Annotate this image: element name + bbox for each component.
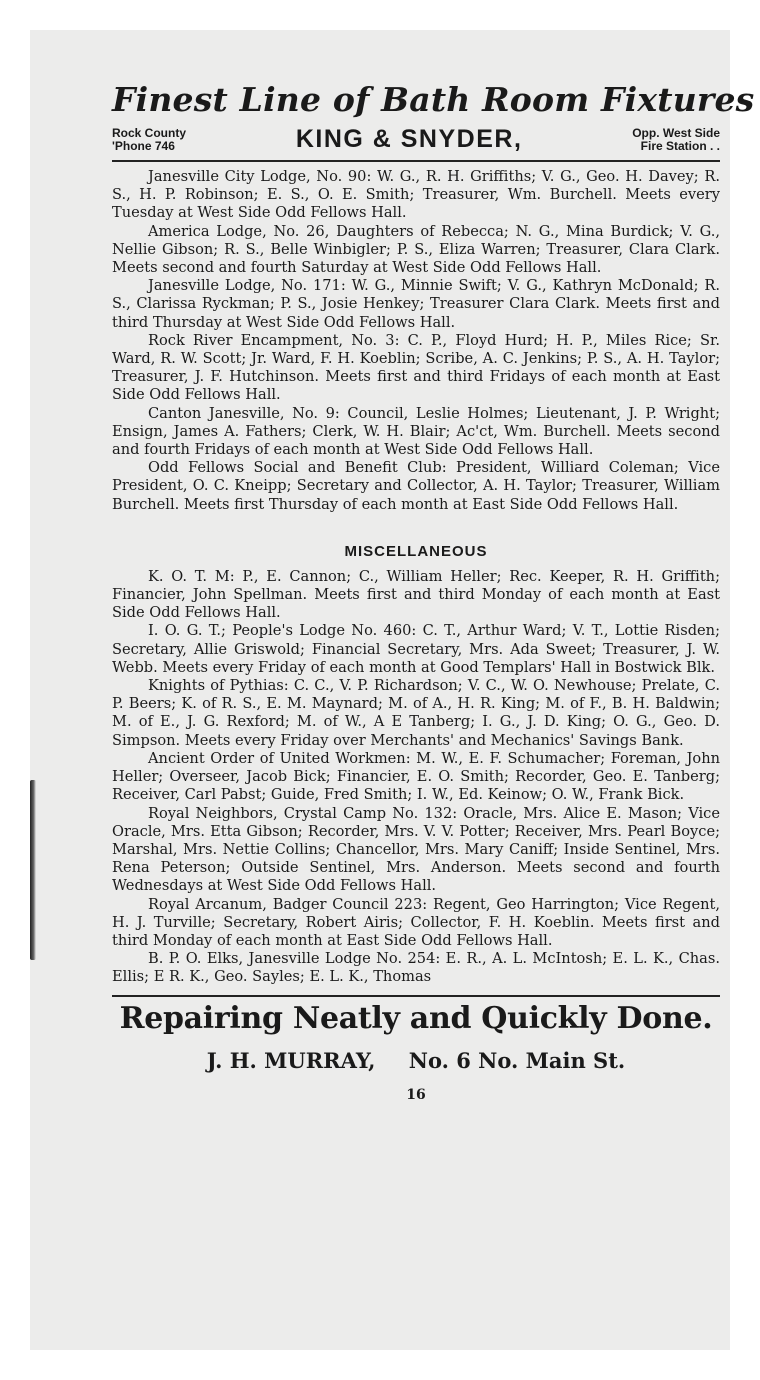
top-ad-phone-line2: 'Phone 746	[112, 138, 175, 153]
page-content	[112, 80, 755, 1103]
lodge-entry: Canton Janesville, No. 9: Council, Leslie Holmes; Lieutenant, J. P. Wright; Ensign, James A. Fathers; Clerk, W. H. Blair; Ac'ct, Wm. Burchell. Meets second and fourth Fridays of each month at West Side Odd Fellows Hall.	[112, 404, 720, 459]
lodge-entry: Janesville City Lodge, No. 90: W. G., R. H. Griffiths; V. G., Geo. H. Davey; R. S., H. P. Robinson; E. S., O. E. Smith; Treasurer, Wm. Burchell. Meets every Tuesday at West Side Odd Fellows Hall.	[112, 168, 720, 222]
top-ad-location-line1: Opp. West Side	[632, 125, 720, 140]
top-ad-phone-line1: Rock County	[112, 125, 187, 140]
top-ad-firm-name: KING & SNYDER,	[295, 125, 523, 153]
page-number: 16	[406, 1086, 426, 1103]
misc-entry: Royal Neighbors, Crystal Camp No. 132: Oracle, Mrs. Alice E. Mason; Vice Oracle, Mrs. Etta Gibson; Recorder, Mrs. V. V. Potter; Receiver, Mrs. Pearl Boyce; Marshal, Mrs. Nettie Collins; Chancellor, Mrs. Mary Caniff; Inside Sentinel, Mrs. Rena Peterson; Outside Sentinel, Mrs. Anderson. Meets second and fourth Wednesdays at West Side Odd Fellows Hall.	[112, 804, 720, 895]
bottom-ad-headline: Repairing Neatly and Quickly Done.	[119, 1000, 713, 1036]
top-ad-row	[112, 125, 720, 162]
top-ad-location	[632, 127, 720, 153]
top-advertisement	[112, 80, 755, 162]
lodge-entry: Odd Fellows Social and Benefit Club: President, Williard Coleman; Vice President, O. C. Kneipp; Secretary and Collector, A. H. Taylor; Treasurer, William Burchell. Meets first Thursday of each month at East Side Odd Fellows Hall.	[112, 459, 720, 513]
lodge-entry: Janesville Lodge, No. 171: W. G., Minnie Swift; V. G., Kathryn McDonald; R. S., Clarissa Ryckman; P. S., Josie Henkey; Treasurer Clara Clark. Meets first and third Thursday at West Side Odd Fellows Hall.	[112, 277, 720, 331]
misc-entry: I. O. G. T.; People's Lodge No. 460: C. T., Arthur Ward; V. T., Lottie Risden; Secretary, Allie Griswold; Financial Secretary, Mrs. Ada Sweet; Treasurer, J. W. Webb. Meets every Friday of each month at Good Templars' Hall in Bostwick Blk.	[112, 622, 720, 676]
top-ad-phone	[112, 127, 186, 153]
misc-entry: Knights of Pythias: C. C., V. P. Richardson; V. C., W. O. Newhouse; Prelate, C. P. Beers; K. of R. S., E. M. Maynard; M. of A., H. R. King; M. of F., B. H. Baldwin; M. of E., J. G. Rexford; M. of W., A E Tanberg; I. G., J. D. King; O. G., Geo. D. Simpson. Meets every Friday over Merchants' and Mechanics' Savings Bank.	[112, 677, 720, 749]
book-spine-shadow	[30, 780, 36, 960]
top-ad-headline: Finest Line of Bath Room Fixtures	[112, 80, 755, 119]
misc-entries	[112, 568, 720, 987]
misc-entry: K. O. T. M: P., E. Cannon; C., William Heller; Rec. Keeper, R. H. Griffith; Financier, John Spellman. Meets first and third Monday of each month at East Side Odd Fellows Hall.	[112, 567, 720, 622]
top-ad-location-line2: Fire Station . .	[640, 138, 720, 153]
lodge-entries	[112, 168, 720, 514]
bottom-ad-address: No. 6 No. Main St.	[408, 1047, 626, 1073]
lodge-entry: America Lodge, No. 26, Daughters of Rebecca; N. G., Mina Burdick; V. G., Nellie Gibson; R. S., Belle Winbigler; P. S., Eliza Warren; Treasurer, Clara Clark. Meets second and fourth Saturday at West Side Odd Fellows Hall.	[112, 222, 720, 277]
lodge-entry: Rock River Encampment, No. 3: C. P., Floyd Hurd; H. P., Miles Rice; Sr. Ward, R. W. Scott; Jr. Ward, F. H. Koeblin; Scribe, A. C. Jenkins; P. S., A. H. Taylor; Treasurer, J. F. Hutchinson. Meets first and third Fridays of each month at East Side Odd Fellows Hall.	[112, 331, 720, 404]
bottom-ad-name: J. H. MURRAY,	[206, 1047, 376, 1073]
misc-entry: Ancient Order of United Workmen: M. W., E. F. Schumacher; Foreman, John Heller; Overseer, Jacob Bick; Financier, E. O. Smith; Recorder, Geo. E. Tanberg; Receiver, Carl Pabst; Guide, Fred Smith; I. W., Ed. Keinow; O. W., Frank Bick.	[112, 749, 720, 804]
misc-entry: Royal Arcanum, Badger Council 223: Regent, Geo Harrington; Vice Regent, H. J. Turville; Secretary, Robert Airis; Collector, F. H. Koeblin. Meets first and third Monday of each month at East Side Odd Fellows Hall.	[112, 895, 720, 949]
section-heading-miscellaneous: MISCELLANEOUS	[344, 542, 488, 560]
bottom-ad-subline	[112, 1048, 720, 1073]
bottom-advertisement	[112, 995, 720, 1073]
misc-entry: B. P. O. Elks, Janesville Lodge No. 254: E. R., A. L. McIntosh; E. L. K., Chas. Ellis; E R. K., Geo. Sayles; E. L. K., Thomas	[112, 950, 720, 986]
